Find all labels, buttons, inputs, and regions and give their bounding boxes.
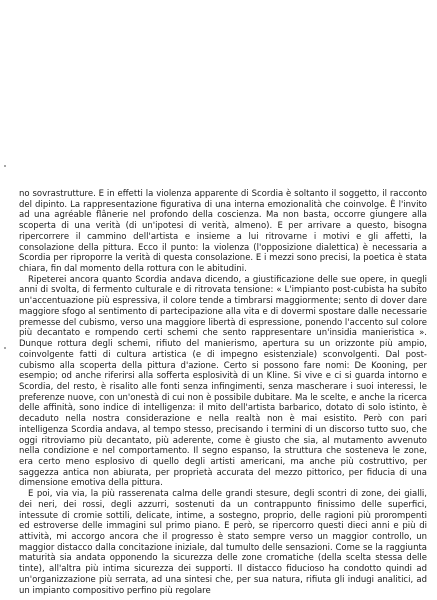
paragraph: no sovrastrutture. E in effetti la violenza apparente di Scordia è soltanto il soggetto, il racconto del dipinto. La rappresentazione figurativa di una interna emozionalità che coinvolge. È l'invito ad una agréable flânerie nel profondo della coscienza. Ma non basta, occorre giungere alla scoperta di una verità (di un'ipotesi di verità, almeno). E per arrivare a questo, bisogna ripercorrere il cammino dell'artista e insieme a lui ritrovarne i motivi e gli affetti, la consolazione della pittura. Ecco il punto: la violenza (l'opposizione dialettica) è necessaria a Scordia per riproporre la verità di questa consolazione. E i mezzi sono precisi, la poetica è stata chiara, fin dal momento della rottura con le abitudini. [19,189,427,275]
scan-mark [4,165,6,167]
paragraph: E poi, via via, la più rasserenata calma delle grandi stesure, degli scontri di zone, dei gialli, dei neri, dei rossi, degli azzurri, sostenuti da un contrappunto finissimo delle superfici, intessute di cromie sottili, delicate, intime, a sostegno, proprio, delle ragioni più prorompenti ed estroverse delle immagini sul primo piano. E però, se ripercorro questi dieci anni e più di attività, mi accorgo ancora che il progresso è stato sempre verso un maggior controllo, un maggior distacco dalla concitazione iniziale, dal tumulto delle sensazioni. Come se la raggiunta maturità sia andata opponendo la sicurezza delle zone cromatiche (della scelta stessa delle tinte), all'altra più intima sicurezza dei supporti. Il distacco fiducioso ha condotto quindi ad un'organizzazione più serrata, ad una sintesi che, per sua natura, rifiuta gli indugi analitici, ad un impianto compositivo perfino più regolare [19,489,427,596]
paragraph: Ripeterei ancora quanto Scordia andava dicendo, a giustificazione delle sue opere, in quegli anni di svolta, di fermento culturale e di ritrovata tensione: « L'impianto post-cubista ha subito un'accentuazione più espressiva, il colore tende a timbrarsi maggiormente; sento di dover dare maggiore sfogo al sentimento di partecipazione alla vita e di dovermi spostare dalle necessarie premesse del cubismo, verso una maggiore libertà di espressione, ponendo l'accento sul colore più decantato e rompendo certi schemi che sento rappresentare un'insidia manieristica ». Dunque rottura degli schemi, rifiuto del manierismo, apertura su un orizzonte più ampio, coinvolgente fatti di cultura artistica (e di impegno esistenziale) sconvolgenti. Dal post-cubismo alla scoperta della pittura d'azione. Certo si possono fare nomi: De Kooning, per esempio; od anche riferirsi alla sofferta esplosività di un Kline. Si vive e ci si guarda intorno e Scordia, del resto, è risalito alle fonti senza infingimenti, senza mascherare i suoi interessi, le preferenze nuove, con un'onestà di cui non è possibile dubitare. Ma le scelte, e anche la ricerca delle affinità, sono indice di intelligenza: il mito dell'artista barbarico, dotato di solo istinto, è decaduto nella nostra considerazione e nella realtà non è mai esistito. Però con pari intelligenza Scordia andava, al tempo stesso, precisando i termini di un discorso tutto suo, che oggi ritroviamo più decantato, più aderente, come è giusto che sia, al mutamento avvenuto nella condizione e nel comportamento. Il segno espanso, la struttura che sosteneva le zone, era certo meno esplosivo di quello degli artisti americani, ma anche più costruttivo, per saggezza antica non abiurata, per proprietà accurata del mezzo pittorico, per fiducia di una dimensione emotiva della pittura. [19,274,427,489]
scan-mark [4,347,6,349]
body-text [19,189,427,596]
